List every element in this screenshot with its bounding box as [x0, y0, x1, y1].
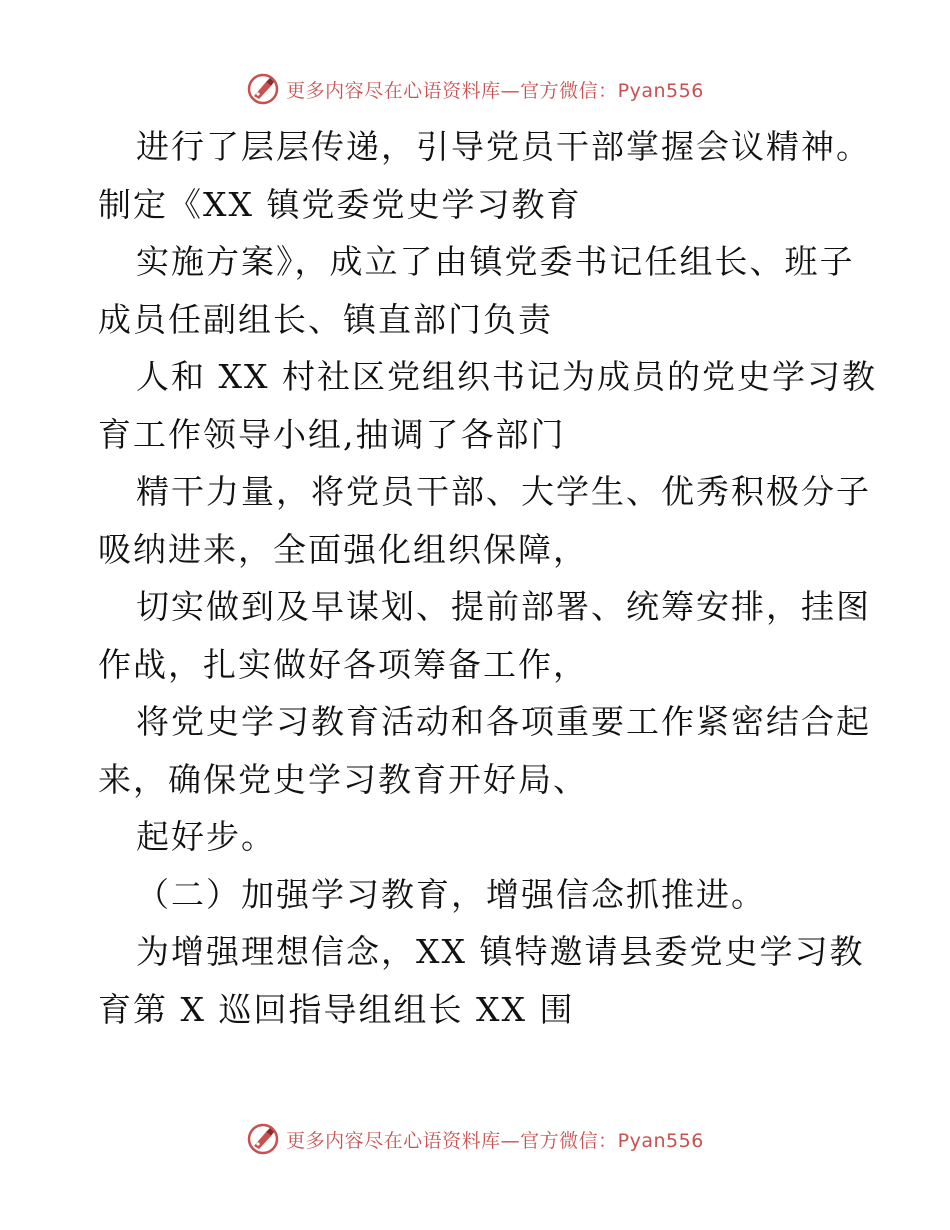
text-line: 起好步。 [136, 817, 276, 856]
text-line: 制定《XX 镇党委党史学习教育 [98, 184, 582, 224]
text-line: 切实做到及早谋划、提前部署、统筹安排，挂图 [136, 587, 871, 626]
pen-nib-logo-icon [246, 72, 280, 106]
text-line: 进行了层层传递，引导党员干部掌握会议精神。 [136, 127, 871, 166]
text-line: 为增强理想信念，XX 镇特邀请县委党史学习教 [136, 932, 865, 971]
footer-banner [0, 1122, 950, 1156]
text-line: 精干力量，将党员干部、大学生、优秀积极分子 [136, 472, 871, 511]
footer-banner-text: 更多内容尽在心语资料库—官方微信：Pyan556 [286, 1129, 704, 1152]
text-line: 育第 X 巡回指导组组长 XX 围 [98, 989, 575, 1029]
text-line: 吸纳进来，全面强化组织保障， [98, 529, 588, 569]
text-line: 来，确保党史学习教育开好局、 [98, 759, 588, 799]
document-body [98, 118, 877, 1038]
text-line: 育工作领导小组,抽调了各部门 [98, 414, 566, 454]
text-line: 成员任副组长、镇直部门负责 [98, 299, 553, 339]
text-line: 将党史学习教育活动和各项重要工作紧密结合起 [136, 702, 871, 741]
text-line: 作战，扎实做好各项筹备工作， [98, 644, 588, 684]
text-line: 实施方案》，成立了由镇党委书记任组长、班子 [136, 242, 855, 281]
pen-nib-logo-icon [246, 1122, 280, 1156]
section-heading: （二）加强学习教育，增强信念抓推进。 [136, 874, 766, 914]
text-line: 人和 XX 村社区党组织书记为成员的党史学习教 [136, 357, 877, 396]
header-banner-text: 更多内容尽在心语资料库—官方微信：Pyan556 [286, 79, 704, 102]
header-banner [0, 72, 950, 106]
